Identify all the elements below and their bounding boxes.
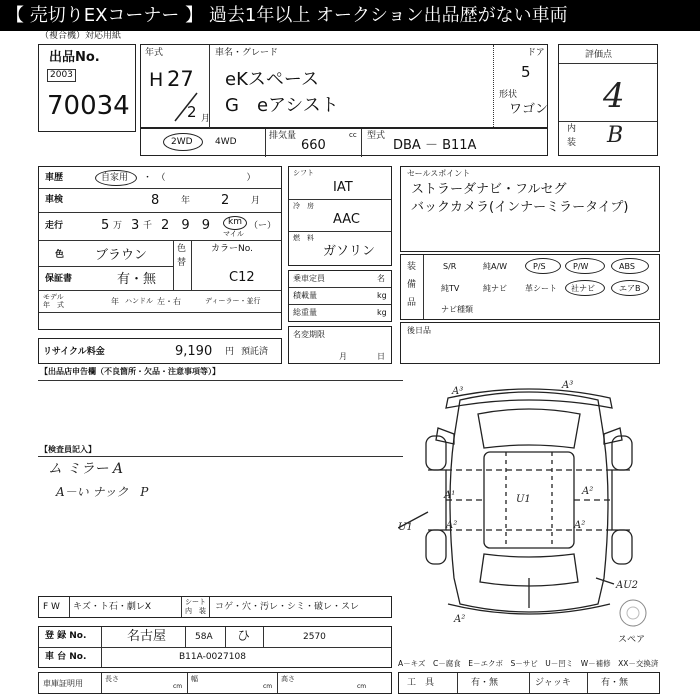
type-value: DBA － B11A (393, 138, 477, 153)
aircon-value: AAC (333, 212, 360, 227)
car-damage-diagram (398, 378, 660, 624)
gross-label: 総重量 (293, 308, 317, 317)
warranty-label: 保証書 (45, 274, 73, 284)
inspector-note-1: ム ミラー A (48, 461, 124, 477)
cert-length-unit: cm (173, 683, 183, 690)
equip-sr: S/R (443, 262, 457, 271)
equipment-label-1: 装 (407, 262, 417, 272)
model-year-unit: 年 (111, 297, 119, 306)
fw-sheet-1: シート (185, 598, 206, 606)
shape-label: 形状 (499, 90, 518, 100)
mark-a2-right-top: A² (582, 486, 594, 497)
banner: 【 売切りEXコーナー 】 過去1年以上 オークション出品歴がない車両 (0, 0, 700, 31)
chassis-label: 車 台 No. (45, 652, 87, 662)
lot-number: 70034 (47, 91, 130, 121)
chassis-value: B11A-0027108 (179, 652, 246, 662)
equip-alloy-wheel: 純A/W (483, 262, 508, 271)
after-market-label: 後日品 (407, 326, 431, 335)
handle-label: ハンドル (125, 297, 153, 305)
shaken-month-unit: 月 (251, 196, 261, 206)
color-value: ブラウン (95, 248, 148, 263)
registration-block (38, 626, 392, 668)
reg-number: 2570 (303, 632, 326, 642)
seller-notes-label: 【出品店申告欄（不良箇所・欠品・注意事項等）】 (40, 367, 220, 376)
mark-u1-left: U1 (398, 522, 413, 533)
name-label: 車名・グレード (215, 48, 279, 58)
month-unit: 月 (201, 114, 211, 124)
mileage-man: 5 (101, 218, 110, 233)
mark-au2: AU2 (616, 580, 639, 591)
cert-label: 車庫証明用 (43, 679, 83, 688)
lot-label: 出品No. (49, 50, 100, 65)
type-label: 型式 (367, 131, 386, 141)
cert-height: 高さ (281, 675, 295, 683)
history-private: 自家用 (101, 173, 129, 183)
mark-a3-left: A³ (452, 386, 464, 397)
mark-u1-center: U1 (516, 494, 531, 505)
recycle-unit: 円 (225, 347, 235, 357)
garage-cert-row (38, 672, 392, 694)
equip-thirdparty-navi: 社ナビ (571, 284, 595, 293)
interior-label-2: 装 (567, 138, 577, 148)
jack-value: 有・無 (601, 678, 629, 688)
recycle-label: リサイクル料金 (43, 347, 105, 357)
reg-class: 58A (195, 632, 213, 642)
gross-unit: kg (377, 308, 387, 317)
recycle-note: 預託済 (241, 347, 269, 357)
cert-width: 幅 (191, 675, 198, 683)
color-change-1: 色 (177, 244, 187, 254)
year-value: 27 (167, 67, 194, 91)
reg-kana: ひ (237, 629, 251, 644)
mileage-unit-mile: マイル (223, 230, 244, 238)
fw-text: キズ・ト石・劇レX (73, 602, 151, 612)
equip-abs: ABS (619, 262, 635, 271)
capacity-unit: 名 (377, 274, 385, 283)
sales-point-line2: バックカメラ(インナーミラータイプ) (411, 200, 629, 215)
spec-row (140, 128, 548, 156)
color-no-value: C12 (229, 270, 255, 285)
mark-a2-bottom: A² (454, 614, 466, 624)
color-label: 色 (55, 250, 65, 260)
reg-city: 名古屋 (127, 629, 167, 644)
grade: G eアシスト (225, 95, 339, 116)
fw-sheet-2: 内 装 (185, 607, 206, 615)
fuel-value: ガソリン (323, 244, 376, 259)
capacity-label: 乗車定員 (293, 274, 325, 283)
inspector-note-2: A－い ナック P (56, 485, 149, 499)
mileage-bracket: （ー） (249, 221, 277, 231)
load-unit: kg (377, 291, 387, 300)
recycle-value: 9,190 (175, 344, 213, 359)
shaken-year-unit: 年 (181, 196, 191, 206)
mark-a2-right-bottom: A² (574, 520, 586, 531)
shaken-label: 車検 (45, 195, 64, 205)
fuel-label: 燃 料 (293, 234, 314, 242)
mark-a2-left: A² (446, 520, 458, 531)
equip-ps: P/S (533, 262, 546, 271)
handle-value: 左・右 (157, 297, 181, 306)
sales-points-label: セールスポイント (407, 169, 471, 178)
spare-label: スペア (618, 635, 646, 645)
history-value: ・ （ ） (143, 173, 256, 183)
interior-label-1: 内 (567, 124, 577, 134)
load-label: 積載量 (293, 291, 317, 300)
equip-airbag: エアB (619, 284, 641, 293)
mileage-sen: 3 (131, 218, 140, 233)
detail-block (38, 166, 282, 330)
doors-value: 5 (521, 63, 531, 81)
vehicle-header (140, 44, 548, 128)
equip-tv: 純TV (441, 284, 460, 293)
month-value: 2 (187, 103, 197, 121)
transfer-month: 月 (339, 352, 347, 361)
reg-label: 登 録 No. (45, 631, 87, 641)
spec-block (288, 166, 392, 266)
warranty-value: 有・無 (117, 272, 157, 287)
equip-navi-type-label: ナビ種類 (441, 305, 473, 314)
doors-label: ドア (527, 48, 545, 58)
model-year-label-2: 年 式 (43, 301, 64, 309)
mark-a3-right: A³ (562, 380, 574, 391)
shaken-year: 8 (151, 193, 160, 208)
car-name: eKスペース (225, 69, 319, 90)
aircon-label: 冷 房 (293, 202, 314, 210)
tools-label: 工 具 (407, 678, 435, 688)
after-market-block (400, 322, 660, 364)
transfer-label: 名変期限 (293, 330, 325, 339)
mileage-rest: 2 9 9 (161, 218, 215, 233)
shape-value: ワゴン (509, 102, 549, 117)
color-change-2: 替 (177, 258, 187, 268)
mileage-sen-unit: 千 (143, 221, 153, 231)
damage-legend: A－キズ C－腐食 E－エクボ S－サビ U－凹ミ W－補修 XX－交換済 (398, 659, 659, 668)
dealer-label: ディーラー・並行 (205, 297, 261, 305)
tools-row (398, 672, 660, 694)
score-box (558, 44, 658, 156)
shift-value: IAT (333, 180, 353, 195)
year-label: 年式 (145, 48, 164, 58)
fw-label: F W (43, 602, 60, 612)
score-value: 4 (603, 76, 625, 116)
jack-label: ジャッキ (535, 678, 571, 688)
lot-box (38, 44, 136, 132)
sales-point-line1: ストラーダナビ・フルセグ (411, 182, 567, 197)
mark-a1: A¹ (444, 490, 456, 501)
fw-row (38, 596, 392, 618)
model-year-label-1: モデル (43, 293, 64, 301)
displacement-unit: cc (349, 131, 357, 139)
spare-tire-icon (618, 598, 648, 628)
interior-value: B (607, 123, 624, 148)
transfer-block (288, 326, 392, 364)
equipment-label-2: 備 (407, 280, 417, 290)
displacement-value: 660 (301, 138, 326, 153)
shaken-month: 2 (221, 193, 230, 208)
drive-2wd: 2WD (171, 137, 193, 147)
mileage-label: 走行 (45, 221, 64, 231)
paper-note: （複合機）対応用紙 (40, 31, 122, 41)
tools-value: 有・無 (471, 678, 499, 688)
cert-height-unit: cm (357, 683, 367, 690)
equipment-label-3: 品 (407, 298, 417, 308)
fw-sheet-text: コゲ・穴・汚レ・シミ・破レ・スレ (215, 602, 360, 612)
sales-points (400, 166, 660, 252)
displacement-label: 排気量 (269, 131, 297, 141)
equip-pw: P/W (573, 262, 589, 271)
year-stamp: 2003 (47, 69, 76, 82)
era: H (149, 69, 164, 91)
history-label: 車歴 (45, 173, 64, 183)
score-label: 評価点 (585, 50, 613, 60)
mileage-man-unit: 万 (113, 221, 123, 231)
cert-width-unit: cm (263, 683, 273, 690)
mileage-unit-km: km (228, 217, 242, 227)
capacity-block (288, 270, 392, 322)
equip-navi: 純ナビ (483, 284, 507, 293)
inspector-label: 【検査員記入】 (40, 445, 96, 454)
equipment-block (400, 254, 660, 320)
equip-leather: 革シート (525, 284, 557, 293)
cert-length: 長さ (105, 675, 119, 683)
color-no-label: カラーNo. (211, 244, 253, 254)
recycle-row (38, 338, 282, 364)
drive-4wd: 4WD (215, 137, 237, 147)
transfer-day: 日 (377, 352, 385, 361)
shift-label: シフト (293, 169, 314, 177)
